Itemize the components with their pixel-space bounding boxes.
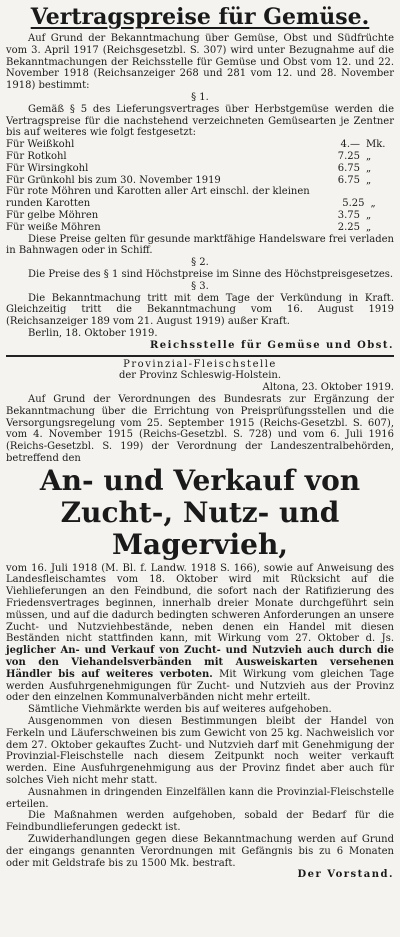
price-value: 6.75 [337, 162, 360, 174]
price-row [6, 210, 394, 222]
section-1-text: Gemäß § 5 des Lieferungsvertrages über Herbstgemüse werden die Vertragspreise für die nachstehend verzeichneten Gemüsearten je Zentner bis auf weiteres wie folgt festgesetzt: [6, 103, 394, 139]
price-item: Für Weißkohl [6, 139, 75, 151]
section-1-heading: § 1. [191, 91, 209, 103]
price-item: Für Wirsingkohl [6, 162, 89, 174]
price-row [6, 151, 394, 163]
newspaper-page [0, 4, 400, 937]
price-unit: „ [366, 162, 372, 174]
ban-text: vom 16. Juli 1918 (M. Bl. f. Landw. 1918 S. 166), sowie auf Anweisung des Landesfleischamtes vom 18. Oktober wird mit Rücksicht auf die Viehlieferungen an den Feindbund, die sofort nach der Ratifizierung des Friedensvertrages beginnen, innerhalb dreier Monate durchgeführt sein müssen, und auf die dadurch bedingten schweren Anforderungen an unsere Zucht- und Nutzviehbestände, neben denen ein Handel mit diesen Beständen nicht stattfinden kann, mit Wirkung vom 27. Oktober d. Js. [6, 562, 394, 645]
price-unit: „ [366, 174, 372, 186]
price-item: Für Grünkohl bis zum 30. November 1919 [6, 174, 221, 186]
office-province: der Provinz Schleswig-Holstein. [118, 370, 282, 382]
paragraph-exceptions: Ausgenommen von diesen Bestimmungen bleibt der Handel von Ferkeln und Läuferschweinen bis zum Gewicht von 25 kg. Nachweislich vor dem 27. Oktober gekauftes Zucht- und Nutzvieh darf mit Genehmigung der Provinzial-Fleischstelle nach diesem Zeitpunkt noch weiter verkauft werden. Eine Ausfuhrgenehmigung aus der Provinz findet aber auch für solches Vieh nicht mehr statt. [6, 716, 394, 787]
price-item: Für gelbe Möhren [6, 209, 99, 221]
price-row [6, 139, 394, 151]
price-unit: „ [370, 198, 376, 210]
price-row [6, 175, 394, 187]
price-unit: „ [366, 221, 372, 233]
section-3-text: Die Bekanntmachung tritt mit dem Tage der Verkündung in Kraft. Gleichzeitig tritt die Bekanntmachung vom 16. August 1919 (Reichsanzeiger 189 vom 21. August 1919) außer Kraft. [6, 292, 394, 328]
section-3-heading: § 3. [191, 280, 209, 292]
price-row [6, 186, 394, 210]
ban-text-bold: jeglicher An- und Verkauf von Zucht- und Nutzvieh auch durch die von den Viehandelsverbänden mit Ausweiskarten versehenen Händler bis auf weiteres verboten. [6, 645, 394, 680]
price-value: 2.25 [337, 221, 360, 233]
price-value: 5.25 [342, 198, 365, 210]
signature-vorstand: Der Vorstand. [297, 869, 394, 881]
price-unit: „ [366, 150, 372, 162]
place-date-altona: Altona, 23. Oktober 1919. [262, 382, 394, 394]
paragraph-individual-exceptions: Ausnahmen in dringenden Einzelfällen kann die Provinzial-Fleischstelle erteilen. [6, 786, 394, 810]
ban-text-end: Mit Wirkung vom gleichen Tage werden Ausfuhrgenehmigungen für Zucht- und Nutzvieh aus der Provinz oder den einzelnen Kommunalverbänden nicht mehr erteilt. [6, 668, 394, 704]
section-2-heading: § 2. [191, 257, 209, 269]
prices-note: Diese Preise gelten für gesunde marktfähige Handelsware frei verladen in Bahnwagen oder in Schiff. [6, 233, 394, 257]
price-row [6, 163, 394, 175]
price-value: 7.25 [337, 150, 360, 162]
price-value: 4.— [340, 139, 360, 151]
separator-rule [6, 355, 394, 357]
headline-zucht-nutz-magervieh: Zucht-, Nutz- und Magervieh, [60, 495, 340, 561]
intro-paragraph: Auf Grund der Bekanntmachung über Gemüse, Obst und Südfrüchte vom 3. April 1917 (Reichsgesetzbl. S. 307) wird unter Bezugnahme auf die Bekanntmachungen der Reichsstelle für Gemüse und Obst vom 12. und 22. November 1918 (Reichsanzeiger 268 und 281 vom 12. und 28. November 1918) bestimmt: [6, 33, 394, 92]
price-value: 6.75 [337, 174, 360, 186]
paragraph-legal-basis: Auf Grund der Verordnungen des Bundesrats zur Ergänzung der Bekanntmachung über die Errichtung von Preisprüfungsstellen und die Versorgungsregelung vom 25. September 1915 (Reichs-Gesetzbl. S. 607), vom 4. November 1915 (Reichs-Gesetzbl. S. 728) und vom 6. Juli 1916 (Reichs-Gesetzbl. S. 199) der Verordnung der Landeszentralbehörden, betreffend den [6, 393, 394, 464]
price-unit: Mk. [366, 139, 386, 151]
notice-column [6, 4, 394, 881]
price-unit: „ [366, 209, 372, 221]
paragraph-ban [6, 563, 394, 705]
office-name: Provinzial-Fleischstelle [123, 358, 277, 370]
paragraph-markets: Sämtliche Viehmärkte werden bis auf weiteres aufgehoben. [28, 704, 332, 716]
paragraph-penalties: Zuwiderhandlungen gegen diese Bekanntmachung werden auf Grund der eingangs genannten Verordnungen mit Gefängnis bis zu 6 Monaten oder mit Geldstrafe bis zu 1500 Mk. bestraft. [6, 834, 394, 869]
price-item: Für weiße Möhren [6, 221, 101, 233]
price-value: 3.75 [337, 209, 360, 221]
paragraph-lifting: Die Maßnahmen werden aufgehoben, sobald der Bedarf für die Feindbundlieferungen gedeckt ist. [6, 810, 394, 834]
notice-title: Vertragspreise für Gemüse. [30, 4, 370, 30]
price-row [6, 222, 394, 234]
price-item: Für Rotkohl [6, 150, 67, 162]
headline-an-und-verkauf: An- und Verkauf von [39, 463, 361, 497]
section-2-text: Die Preise des § 1 sind Höchstpreise im Sinne des Höchstpreisgesetzes. [28, 268, 394, 280]
place-date-berlin: Berlin, 18. Oktober 1919. [28, 327, 158, 339]
price-list [6, 139, 394, 233]
price-item: Für rote Möhren und Karotten aller Art einschl. der kleinen runden Karotten [6, 186, 310, 210]
signature-reichsstelle: Reichsstelle für Gemüse und Obst. [149, 339, 394, 351]
